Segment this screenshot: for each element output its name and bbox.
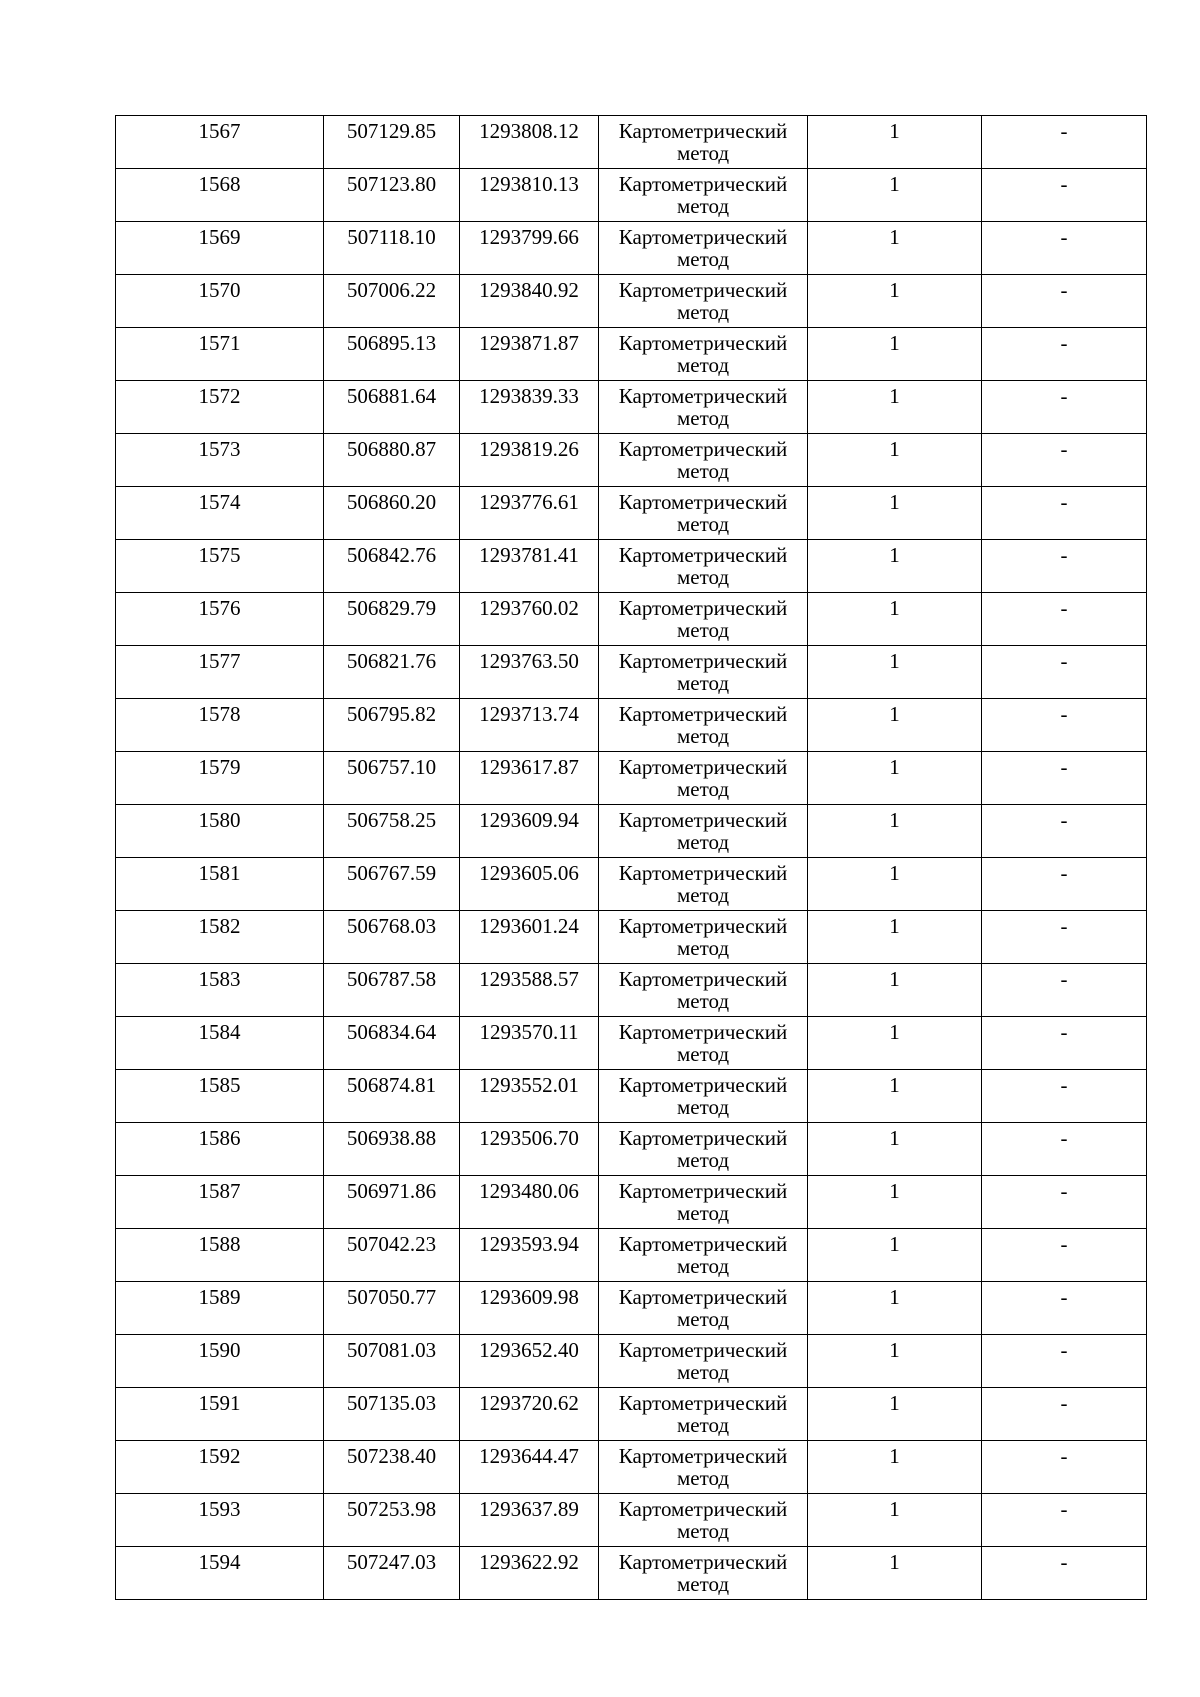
x-coordinate-cell: 506795.82: [324, 699, 460, 752]
table-row: [116, 487, 1147, 540]
note-cell: -: [982, 699, 1147, 752]
note-cell: -: [982, 858, 1147, 911]
method-line-2: метод: [676, 989, 730, 1013]
y-coordinate-cell: 1293871.87: [460, 328, 599, 381]
x-coordinate-cell: 506834.64: [324, 1017, 460, 1070]
table-row: [116, 381, 1147, 434]
method-cell: [599, 540, 808, 593]
note-cell: -: [982, 1282, 1147, 1335]
accuracy-cell: 1: [808, 1176, 982, 1229]
method-line-1: Картометрический: [618, 1550, 788, 1574]
method-cell: [599, 116, 808, 169]
table-row: [116, 116, 1147, 169]
accuracy-cell: 1: [808, 1282, 982, 1335]
accuracy-cell: 1: [808, 540, 982, 593]
method-line-2: метод: [676, 565, 730, 589]
x-coordinate-cell: 506895.13: [324, 328, 460, 381]
method-cell: [599, 1441, 808, 1494]
method-line-2: метод: [676, 1095, 730, 1119]
point-number-cell: 1586: [116, 1123, 324, 1176]
method-line-1: Картометрический: [618, 1179, 788, 1203]
method-line-2: метод: [676, 724, 730, 748]
table-row: [116, 699, 1147, 752]
y-coordinate-cell: 1293506.70: [460, 1123, 599, 1176]
method-line-1: Картометрический: [618, 861, 788, 885]
method-line-1: Картометрический: [618, 172, 788, 196]
note-cell: -: [982, 752, 1147, 805]
accuracy-cell: 1: [808, 1388, 982, 1441]
x-coordinate-cell: 506829.79: [324, 593, 460, 646]
method-line-1: Картометрический: [618, 702, 788, 726]
y-coordinate-cell: 1293622.92: [460, 1547, 599, 1600]
note-cell: -: [982, 911, 1147, 964]
method-line-1: Картометрический: [618, 649, 788, 673]
y-coordinate-cell: 1293652.40: [460, 1335, 599, 1388]
method-line-1: Картометрический: [618, 967, 788, 991]
method-cell: [599, 1070, 808, 1123]
y-coordinate-cell: 1293720.62: [460, 1388, 599, 1441]
table-row: [116, 434, 1147, 487]
point-number-cell: 1583: [116, 964, 324, 1017]
y-coordinate-cell: 1293713.74: [460, 699, 599, 752]
table-row: [116, 858, 1147, 911]
accuracy-cell: 1: [808, 116, 982, 169]
y-coordinate-cell: 1293480.06: [460, 1176, 599, 1229]
method-line-2: метод: [676, 406, 730, 430]
y-coordinate-cell: 1293781.41: [460, 540, 599, 593]
method-line-2: метод: [676, 1572, 730, 1596]
table-row: [116, 1070, 1147, 1123]
table-row: [116, 1176, 1147, 1229]
y-coordinate-cell: 1293609.98: [460, 1282, 599, 1335]
table-row: [116, 1123, 1147, 1176]
note-cell: -: [982, 328, 1147, 381]
method-line-1: Картометрический: [618, 331, 788, 355]
note-cell: -: [982, 1229, 1147, 1282]
method-line-1: Картометрический: [618, 1285, 788, 1309]
method-cell: [599, 169, 808, 222]
accuracy-cell: 1: [808, 328, 982, 381]
point-number-cell: 1579: [116, 752, 324, 805]
point-number-cell: 1571: [116, 328, 324, 381]
accuracy-cell: 1: [808, 487, 982, 540]
note-cell: -: [982, 1388, 1147, 1441]
point-number-cell: 1582: [116, 911, 324, 964]
method-line-1: Картометрический: [618, 1444, 788, 1468]
x-coordinate-cell: 506881.64: [324, 381, 460, 434]
method-cell: [599, 1123, 808, 1176]
note-cell: -: [982, 222, 1147, 275]
table-row: [116, 805, 1147, 858]
table-row: [116, 593, 1147, 646]
point-number-cell: 1585: [116, 1070, 324, 1123]
x-coordinate-cell: 506842.76: [324, 540, 460, 593]
method-line-1: Картометрический: [618, 914, 788, 938]
coordinates-table: [115, 115, 1147, 1600]
note-cell: -: [982, 540, 1147, 593]
note-cell: -: [982, 1176, 1147, 1229]
table-row: [116, 328, 1147, 381]
point-number-cell: 1575: [116, 540, 324, 593]
accuracy-cell: 1: [808, 858, 982, 911]
method-line-2: метод: [676, 777, 730, 801]
method-line-2: метод: [676, 1042, 730, 1066]
table-row: [116, 1229, 1147, 1282]
x-coordinate-cell: 507135.03: [324, 1388, 460, 1441]
x-coordinate-cell: 507253.98: [324, 1494, 460, 1547]
accuracy-cell: 1: [808, 1123, 982, 1176]
method-line-2: метод: [676, 353, 730, 377]
method-line-2: метод: [676, 936, 730, 960]
note-cell: -: [982, 1017, 1147, 1070]
point-number-cell: 1569: [116, 222, 324, 275]
method-cell: [599, 964, 808, 1017]
table-row: [116, 752, 1147, 805]
method-cell: [599, 275, 808, 328]
x-coordinate-cell: 506757.10: [324, 752, 460, 805]
table-row: [116, 1282, 1147, 1335]
note-cell: -: [982, 169, 1147, 222]
accuracy-cell: 1: [808, 805, 982, 858]
method-cell: [599, 222, 808, 275]
x-coordinate-cell: 506971.86: [324, 1176, 460, 1229]
point-number-cell: 1588: [116, 1229, 324, 1282]
method-line-2: метод: [676, 1413, 730, 1437]
accuracy-cell: 1: [808, 646, 982, 699]
accuracy-cell: 1: [808, 1229, 982, 1282]
method-cell: [599, 487, 808, 540]
y-coordinate-cell: 1293605.06: [460, 858, 599, 911]
y-coordinate-cell: 1293588.57: [460, 964, 599, 1017]
method-cell: [599, 593, 808, 646]
note-cell: -: [982, 646, 1147, 699]
accuracy-cell: 1: [808, 275, 982, 328]
accuracy-cell: 1: [808, 434, 982, 487]
x-coordinate-cell: 507123.80: [324, 169, 460, 222]
point-number-cell: 1570: [116, 275, 324, 328]
point-number-cell: 1581: [116, 858, 324, 911]
x-coordinate-cell: 506874.81: [324, 1070, 460, 1123]
note-cell: -: [982, 434, 1147, 487]
method-line-2: метод: [676, 1360, 730, 1384]
point-number-cell: 1590: [116, 1335, 324, 1388]
accuracy-cell: 1: [808, 752, 982, 805]
method-line-1: Картометрический: [618, 1126, 788, 1150]
method-line-2: метод: [676, 671, 730, 695]
method-line-1: Картометрический: [618, 384, 788, 408]
method-line-2: метод: [676, 883, 730, 907]
method-line-2: метод: [676, 1307, 730, 1331]
coordinates-table-body: [116, 116, 1147, 1600]
y-coordinate-cell: 1293593.94: [460, 1229, 599, 1282]
note-cell: -: [982, 487, 1147, 540]
method-line-1: Картометрический: [618, 490, 788, 514]
x-coordinate-cell: 506880.87: [324, 434, 460, 487]
point-number-cell: 1568: [116, 169, 324, 222]
y-coordinate-cell: 1293570.11: [460, 1017, 599, 1070]
method-line-2: метод: [676, 1466, 730, 1490]
method-line-2: метод: [676, 1148, 730, 1172]
table-row: [116, 1494, 1147, 1547]
note-cell: -: [982, 1441, 1147, 1494]
y-coordinate-cell: 1293637.89: [460, 1494, 599, 1547]
table-row: [116, 1335, 1147, 1388]
method-cell: [599, 328, 808, 381]
y-coordinate-cell: 1293763.50: [460, 646, 599, 699]
accuracy-cell: 1: [808, 1070, 982, 1123]
x-coordinate-cell: 506768.03: [324, 911, 460, 964]
point-number-cell: 1573: [116, 434, 324, 487]
table-row: [116, 169, 1147, 222]
method-cell: [599, 805, 808, 858]
x-coordinate-cell: 507118.10: [324, 222, 460, 275]
note-cell: -: [982, 275, 1147, 328]
method-line-2: метод: [676, 141, 730, 165]
accuracy-cell: 1: [808, 1017, 982, 1070]
point-number-cell: 1584: [116, 1017, 324, 1070]
note-cell: -: [982, 1070, 1147, 1123]
table-row: [116, 1388, 1147, 1441]
accuracy-cell: 1: [808, 1441, 982, 1494]
y-coordinate-cell: 1293819.26: [460, 434, 599, 487]
method-cell: [599, 911, 808, 964]
method-cell: [599, 1388, 808, 1441]
table-row: [116, 964, 1147, 1017]
y-coordinate-cell: 1293810.13: [460, 169, 599, 222]
table-row: [116, 222, 1147, 275]
method-line-1: Картометрический: [618, 1391, 788, 1415]
accuracy-cell: 1: [808, 699, 982, 752]
x-coordinate-cell: 506767.59: [324, 858, 460, 911]
table-row: [116, 646, 1147, 699]
accuracy-cell: 1: [808, 169, 982, 222]
accuracy-cell: 1: [808, 381, 982, 434]
point-number-cell: 1589: [116, 1282, 324, 1335]
x-coordinate-cell: 506938.88: [324, 1123, 460, 1176]
method-line-1: Картометрический: [618, 278, 788, 302]
note-cell: -: [982, 1547, 1147, 1600]
x-coordinate-cell: 506787.58: [324, 964, 460, 1017]
point-number-cell: 1592: [116, 1441, 324, 1494]
table-row: [116, 1441, 1147, 1494]
method-line-1: Картометрический: [618, 119, 788, 143]
y-coordinate-cell: 1293609.94: [460, 805, 599, 858]
point-number-cell: 1576: [116, 593, 324, 646]
note-cell: -: [982, 805, 1147, 858]
point-number-cell: 1591: [116, 1388, 324, 1441]
method-line-2: метод: [676, 459, 730, 483]
method-line-2: метод: [676, 1254, 730, 1278]
method-cell: [599, 752, 808, 805]
y-coordinate-cell: 1293760.02: [460, 593, 599, 646]
point-number-cell: 1593: [116, 1494, 324, 1547]
method-cell: [599, 646, 808, 699]
note-cell: -: [982, 116, 1147, 169]
y-coordinate-cell: 1293644.47: [460, 1441, 599, 1494]
method-cell: [599, 1229, 808, 1282]
y-coordinate-cell: 1293808.12: [460, 116, 599, 169]
y-coordinate-cell: 1293617.87: [460, 752, 599, 805]
point-number-cell: 1580: [116, 805, 324, 858]
accuracy-cell: 1: [808, 964, 982, 1017]
y-coordinate-cell: 1293601.24: [460, 911, 599, 964]
table-row: [116, 540, 1147, 593]
x-coordinate-cell: 507247.03: [324, 1547, 460, 1600]
x-coordinate-cell: 507238.40: [324, 1441, 460, 1494]
accuracy-cell: 1: [808, 911, 982, 964]
x-coordinate-cell: 506758.25: [324, 805, 460, 858]
method-cell: [599, 1176, 808, 1229]
method-line-2: метод: [676, 1201, 730, 1225]
table-row: [116, 275, 1147, 328]
method-cell: [599, 1282, 808, 1335]
point-number-cell: 1578: [116, 699, 324, 752]
accuracy-cell: 1: [808, 1494, 982, 1547]
method-cell: [599, 1017, 808, 1070]
accuracy-cell: 1: [808, 593, 982, 646]
note-cell: -: [982, 593, 1147, 646]
method-cell: [599, 434, 808, 487]
note-cell: -: [982, 381, 1147, 434]
method-cell: [599, 381, 808, 434]
method-cell: [599, 1494, 808, 1547]
accuracy-cell: 1: [808, 1335, 982, 1388]
x-coordinate-cell: 507129.85: [324, 116, 460, 169]
note-cell: -: [982, 964, 1147, 1017]
y-coordinate-cell: 1293839.33: [460, 381, 599, 434]
method-line-1: Картометрический: [618, 1073, 788, 1097]
method-cell: [599, 1335, 808, 1388]
method-line-1: Картометрический: [618, 755, 788, 779]
x-coordinate-cell: 507006.22: [324, 275, 460, 328]
point-number-cell: 1567: [116, 116, 324, 169]
table-row: [116, 1547, 1147, 1600]
method-line-1: Картометрический: [618, 1020, 788, 1044]
method-line-1: Картометрический: [618, 1232, 788, 1256]
method-line-2: метод: [676, 1519, 730, 1543]
method-line-2: метод: [676, 512, 730, 536]
x-coordinate-cell: 507050.77: [324, 1282, 460, 1335]
accuracy-cell: 1: [808, 1547, 982, 1600]
method-cell: [599, 858, 808, 911]
y-coordinate-cell: 1293552.01: [460, 1070, 599, 1123]
method-line-2: метод: [676, 194, 730, 218]
method-line-2: метод: [676, 247, 730, 271]
point-number-cell: 1587: [116, 1176, 324, 1229]
method-line-1: Картометрический: [618, 808, 788, 832]
method-line-1: Картометрический: [618, 1338, 788, 1362]
note-cell: -: [982, 1335, 1147, 1388]
point-number-cell: 1577: [116, 646, 324, 699]
point-number-cell: 1572: [116, 381, 324, 434]
accuracy-cell: 1: [808, 222, 982, 275]
x-coordinate-cell: 506860.20: [324, 487, 460, 540]
method-line-2: метод: [676, 618, 730, 642]
table-row: [116, 911, 1147, 964]
method-line-1: Картометрический: [618, 225, 788, 249]
x-coordinate-cell: 507081.03: [324, 1335, 460, 1388]
method-line-2: метод: [676, 830, 730, 854]
y-coordinate-cell: 1293776.61: [460, 487, 599, 540]
note-cell: -: [982, 1494, 1147, 1547]
method-cell: [599, 1547, 808, 1600]
method-line-1: Картометрический: [618, 596, 788, 620]
point-number-cell: 1574: [116, 487, 324, 540]
table-row: [116, 1017, 1147, 1070]
point-number-cell: 1594: [116, 1547, 324, 1600]
method-line-1: Картометрический: [618, 1497, 788, 1521]
y-coordinate-cell: 1293799.66: [460, 222, 599, 275]
method-line-1: Картометрический: [618, 437, 788, 461]
method-cell: [599, 699, 808, 752]
method-line-2: метод: [676, 300, 730, 324]
y-coordinate-cell: 1293840.92: [460, 275, 599, 328]
method-line-1: Картометрический: [618, 543, 788, 567]
note-cell: -: [982, 1123, 1147, 1176]
x-coordinate-cell: 507042.23: [324, 1229, 460, 1282]
x-coordinate-cell: 506821.76: [324, 646, 460, 699]
